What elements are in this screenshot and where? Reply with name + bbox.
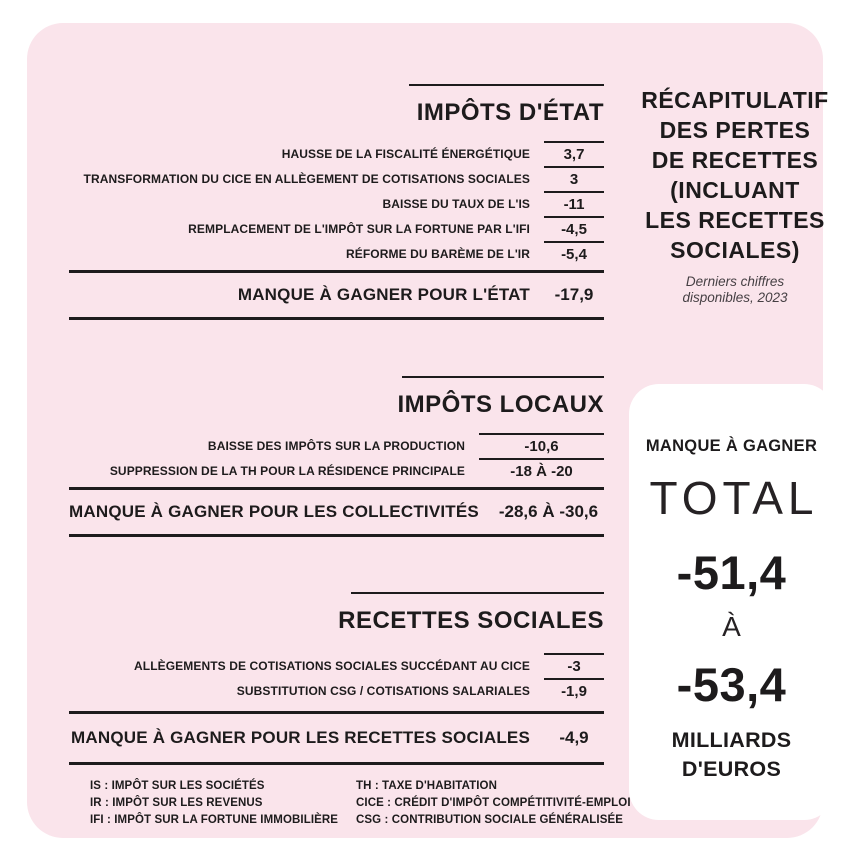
summary-connector: À bbox=[722, 611, 741, 642]
footnote-item: CICE : CRÉDIT D'IMPÔT COMPÉTITIVITÉ-EMPLOI bbox=[356, 797, 631, 809]
section-total-row bbox=[69, 490, 604, 534]
footnotes-column-2 bbox=[356, 778, 631, 829]
page-title-line: LES RECETTES bbox=[645, 207, 825, 233]
section-impots-locaux bbox=[69, 376, 604, 537]
section-total-row bbox=[69, 714, 604, 762]
section-total-label: MANQUE À GAGNER POUR L'ÉTAT bbox=[237, 285, 530, 304]
tax-row-value: 3,7 bbox=[544, 141, 604, 166]
tax-row bbox=[69, 241, 604, 266]
tax-row-value: -18 À -20 bbox=[479, 458, 604, 483]
tax-row bbox=[69, 216, 604, 241]
section-total-label: MANQUE À GAGNER POUR LES RECETTES SOCIALES bbox=[71, 728, 530, 747]
tax-row bbox=[69, 653, 604, 678]
page-title-line: RÉCAPITULATIF bbox=[641, 87, 829, 113]
footnotes bbox=[90, 778, 631, 829]
summary-unit bbox=[629, 726, 834, 784]
tax-row-label: RÉFORME DU BARÈME DE L'IR bbox=[345, 247, 530, 261]
tax-row-label: BAISSE DU TAUX DE L'IS bbox=[382, 197, 530, 211]
tax-row-value: -11 bbox=[544, 191, 604, 216]
section-rows bbox=[69, 433, 604, 483]
tax-row-value: -4,5 bbox=[544, 216, 604, 241]
total-summary-box bbox=[629, 384, 834, 820]
tax-row-value: 3 bbox=[544, 166, 604, 191]
tax-row-label: SUPPRESSION DE LA TH POUR LA RÉSIDENCE PRINCIPALE bbox=[109, 464, 465, 478]
footnote-item: IR : IMPÔT SUR LES REVENUS bbox=[90, 797, 263, 809]
section-bottom-rule bbox=[69, 317, 604, 320]
tax-row-label: SUBSTITUTION CSG / COTISATIONS SALARIALES bbox=[236, 684, 530, 698]
section-total-value: -17,9 bbox=[554, 285, 594, 304]
section-bottom-rule bbox=[69, 534, 604, 537]
tax-row-label: TRANSFORMATION DU CICE EN ALLÈGEMENT DE COTISATIONS SOCIALES bbox=[83, 172, 530, 186]
tax-row bbox=[69, 166, 604, 191]
tax-row-value: -1,9 bbox=[544, 678, 604, 703]
section-bottom-rule bbox=[69, 762, 604, 765]
summary-total-word: TOTAL bbox=[649, 472, 819, 524]
summary-value-from: -51,4 bbox=[676, 546, 787, 599]
tax-row bbox=[69, 433, 604, 458]
section-overline bbox=[351, 592, 604, 594]
page-title bbox=[620, 85, 848, 306]
infographic-card bbox=[27, 23, 829, 838]
section-total-value: -28,6 À -30,6 bbox=[498, 502, 599, 521]
footnote-item: IS : IMPÔT SUR LES SOCIÉTÉS bbox=[90, 780, 265, 792]
section-title: RECETTES SOCIALES bbox=[338, 607, 604, 634]
page-title-line: DE RECETTES bbox=[651, 147, 819, 173]
summary-value-to: -53,4 bbox=[676, 658, 787, 711]
section-impots-etat bbox=[69, 84, 604, 320]
section-total-value: -4,9 bbox=[559, 728, 589, 747]
summary-unit-line: MILLIARDS bbox=[671, 728, 792, 752]
section-title: IMPÔTS LOCAUX bbox=[397, 391, 604, 418]
section-overline bbox=[409, 84, 604, 86]
summary-heading: MANQUE À GAGNER bbox=[645, 437, 818, 455]
section-rows bbox=[69, 141, 604, 266]
tax-row bbox=[69, 191, 604, 216]
tax-row-value: -10,6 bbox=[479, 433, 604, 458]
section-total-row bbox=[69, 273, 604, 317]
tax-row bbox=[69, 141, 604, 166]
footnote-item: CSG : CONTRIBUTION SOCIALE GÉNÉRALISÉE bbox=[356, 814, 624, 826]
tax-row bbox=[69, 678, 604, 703]
tax-row-value: -3 bbox=[544, 653, 604, 678]
page-subtitle-line: Derniers chiffres bbox=[685, 274, 785, 289]
section-rows bbox=[69, 653, 604, 703]
footnotes-column-1 bbox=[90, 778, 356, 829]
page-title-line: (INCLUANT bbox=[670, 177, 800, 203]
footnote-item: TH : TAXE D'HABITATION bbox=[356, 780, 498, 792]
section-recettes-sociales bbox=[69, 592, 604, 765]
section-total-label: MANQUE À GAGNER POUR LES COLLECTIVITÉS bbox=[69, 502, 479, 521]
tax-row-value: -5,4 bbox=[544, 241, 604, 266]
tax-row-label: BAISSE DES IMPÔTS SUR LA PRODUCTION bbox=[207, 439, 465, 453]
summary-unit-line: D'EUROS bbox=[681, 757, 782, 781]
footnote-item: IFI : IMPÔT SUR LA FORTUNE IMMOBILIÈRE bbox=[90, 814, 339, 826]
tax-row-label: REMPLACEMENT DE L'IMPÔT SUR LA FORTUNE PAR L'IFI bbox=[188, 222, 530, 236]
section-overline bbox=[402, 376, 604, 378]
tax-row-label: HAUSSE DE LA FISCALITÉ ÉNERGÉTIQUE bbox=[281, 147, 530, 161]
page-title-line: SOCIALES) bbox=[670, 237, 800, 263]
page-subtitle bbox=[620, 274, 848, 306]
page-title-line: DES PERTES bbox=[659, 117, 811, 143]
page-subtitle-line: disponibles, 2023 bbox=[682, 290, 788, 305]
section-title: IMPÔTS D'ÉTAT bbox=[416, 99, 604, 126]
tax-row bbox=[69, 458, 604, 483]
tax-row-label: ALLÈGEMENTS DE COTISATIONS SOCIALES SUCCÉDANT AU CICE bbox=[134, 659, 530, 673]
